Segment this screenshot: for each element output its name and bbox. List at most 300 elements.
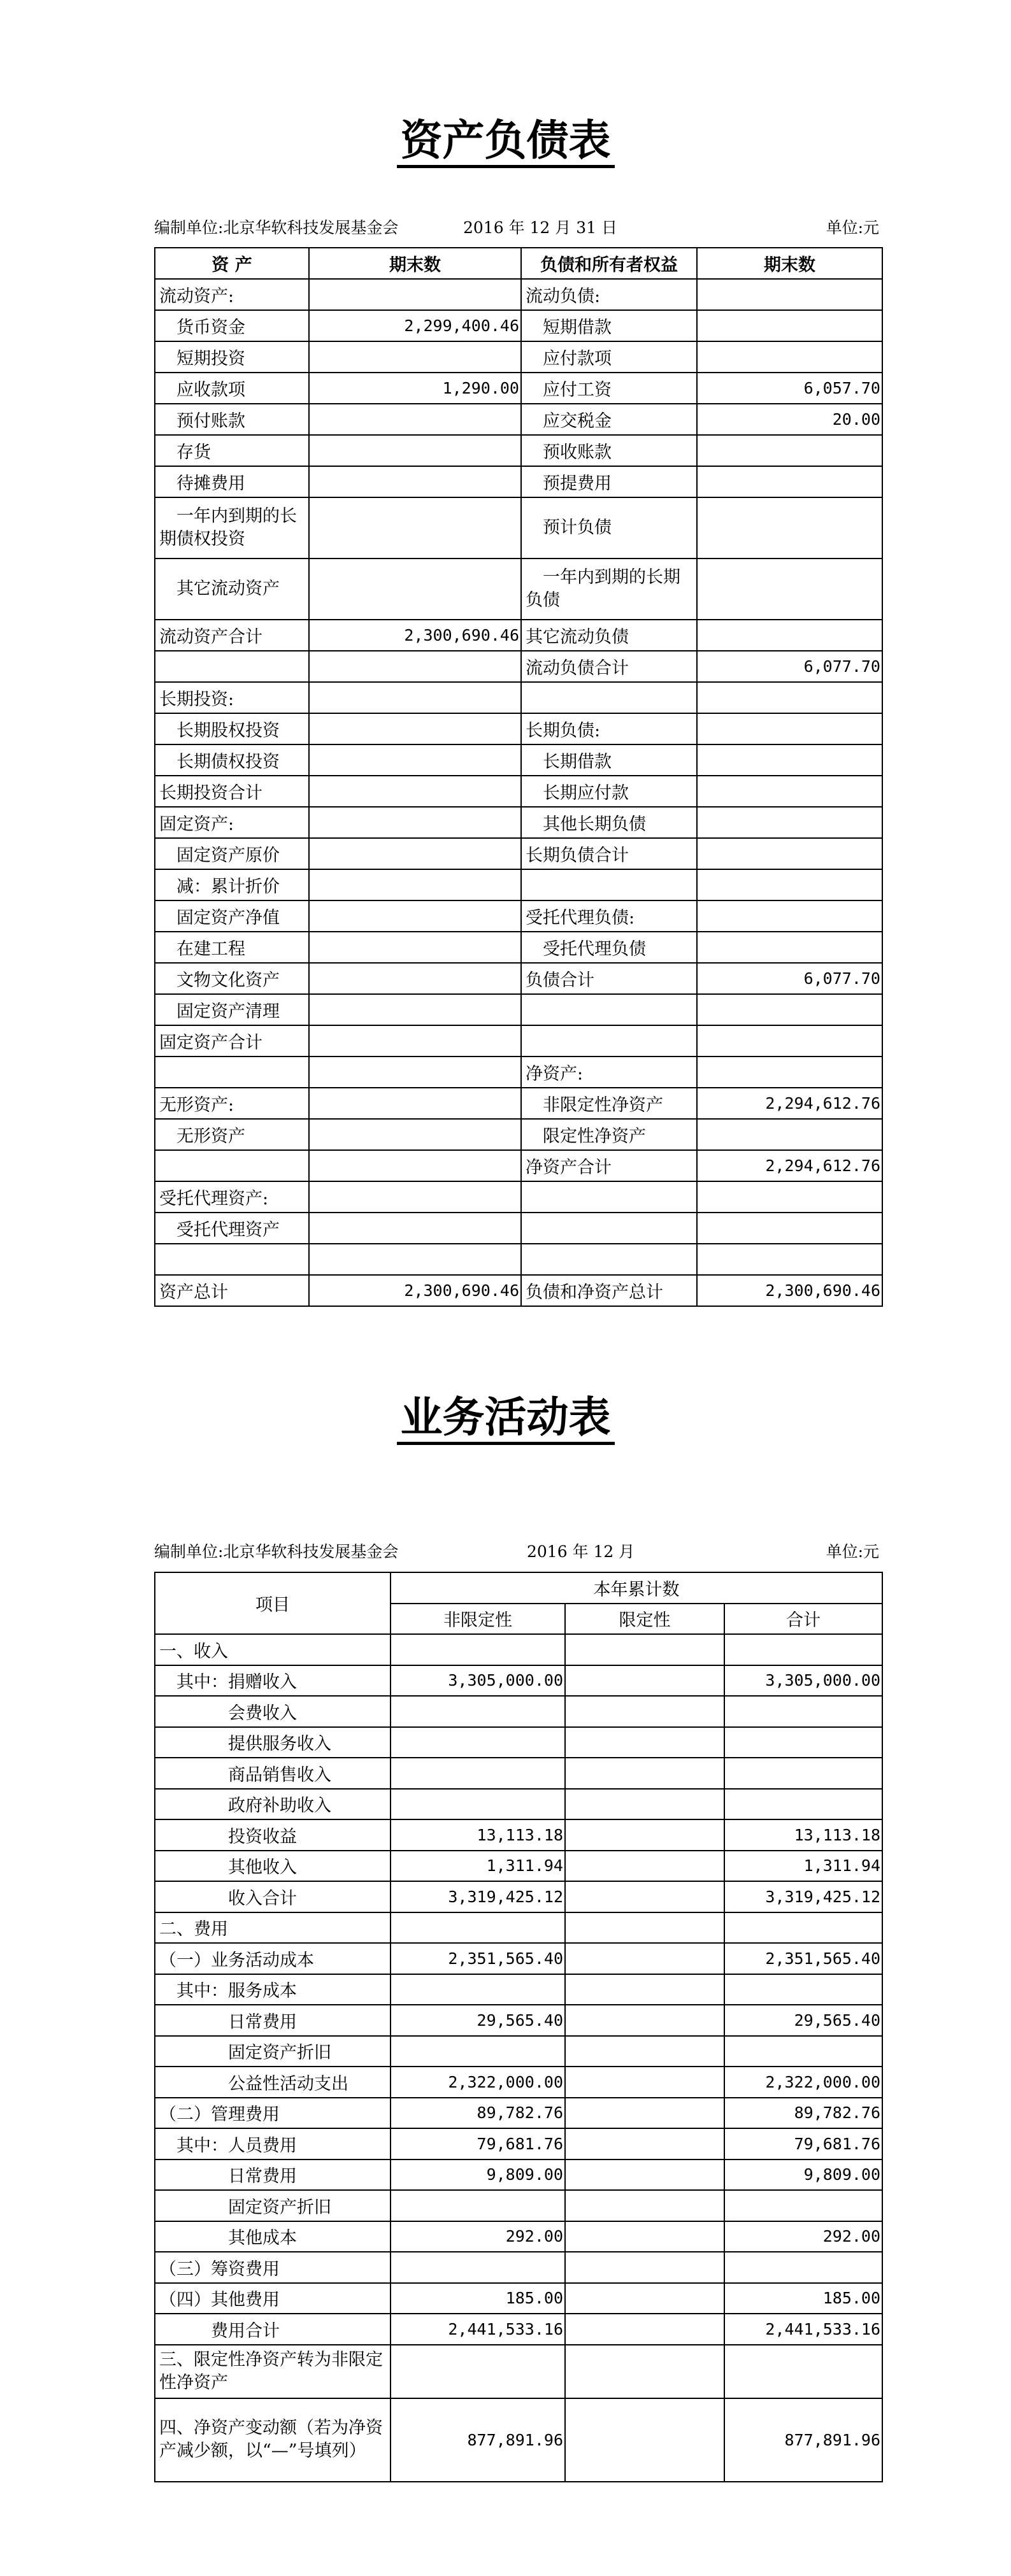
liability-item: 长期负债: [521,713,697,744]
total-amount: 13,113.18 [724,1819,882,1851]
income-item: （三）筹资费用 [155,2252,391,2283]
income-item: 其他收入 [155,1851,391,1882]
income-item: 二、费用 [155,1912,391,1944]
unrestricted-amount [391,1758,565,1789]
table-row [155,2345,882,2398]
total-amount [724,2190,882,2221]
table-row [155,2160,882,2191]
restricted-amount [565,2128,724,2160]
liability-item: 应付工资 [521,373,697,404]
asset-item: 无形资产 [155,1119,309,1150]
unrestricted-amount: 292.00 [391,2221,565,2252]
asset-item: 长期投资: [155,682,309,713]
asset-amount [309,963,521,994]
asset-item: 固定资产清理 [155,994,309,1025]
table-row [155,994,882,1025]
unrestricted-amount: 877,891.96 [391,2398,565,2482]
income-item: 商品销售收入 [155,1758,391,1789]
table-row [155,2067,882,2098]
asset-item [155,1150,309,1181]
income-statement-currency: 单位:元 [826,1542,879,1561]
table-row [155,1851,882,1882]
liability-amount [697,900,882,932]
table-row [155,776,882,807]
income-item: 会费收入 [155,1696,391,1727]
liability-amount [697,1025,882,1057]
liability-item: 负债和净资产总计 [521,1275,697,1306]
table-row [155,373,882,404]
liability-item: 限定性净资产 [521,1119,697,1150]
liability-amount [697,559,882,620]
table-row [155,2252,882,2283]
restricted-amount [565,2098,724,2129]
table-row [155,2283,882,2314]
total-amount [724,1634,882,1665]
table-row [155,1789,882,1820]
table-row [155,869,882,900]
asset-item: 一年内到期的长期债权投资 [155,497,309,559]
income-header-row-1 [155,1572,882,1604]
table-row [155,2314,882,2345]
liability-item [521,869,697,900]
balance-sheet-unit: 编制单位:北京华软科技发展基金会 [154,218,399,237]
unrestricted-amount: 89,782.76 [391,2098,565,2129]
liability-item: 预提费用 [521,466,697,497]
asset-amount [309,869,521,900]
income-statement-title-text: 业务活动表 [397,1392,615,1445]
asset-item: 固定资产合计 [155,1025,309,1057]
table-row [155,1696,882,1727]
asset-amount [309,1025,521,1057]
table-row [155,651,882,682]
restricted-amount [565,1943,724,1974]
income-item: 投资收益 [155,1819,391,1851]
table-row [155,1150,882,1181]
asset-amount [309,1213,521,1244]
restricted-amount [565,2190,724,2221]
table-row [155,1974,882,2005]
restricted-amount [565,2252,724,2283]
unrestricted-amount [391,2190,565,2221]
total-amount [724,1912,882,1944]
liability-amount [697,620,882,651]
restricted-amount [565,2314,724,2345]
liability-item: 应交税金 [521,404,697,435]
asset-amount [309,1181,521,1213]
liability-amount [697,341,882,373]
income-item: 固定资产折旧 [155,2036,391,2067]
asset-amount [309,682,521,713]
table-row [155,2098,882,2129]
unrestricted-amount [391,2036,565,2067]
asset-amount [309,713,521,744]
table-row [155,713,882,744]
unrestricted-amount: 3,305,000.00 [391,1665,565,1697]
table-row [155,744,882,776]
total-amount: 185.00 [724,2283,882,2314]
header-restricted: 限定性 [565,1604,724,1635]
table-row [155,1181,882,1213]
table-row [155,1088,882,1119]
table-row [155,1057,882,1088]
total-amount: 2,322,000.00 [724,2067,882,2098]
balance-sheet-title-text: 资产负债表 [397,115,615,168]
total-amount: 3,319,425.12 [724,1881,882,1912]
restricted-amount [565,1881,724,1912]
income-item: 其他成本 [155,2221,391,2252]
income-item: 提供服务收入 [155,1727,391,1758]
liability-item: 净资产合计 [521,1150,697,1181]
liability-amount [697,497,882,559]
liability-amount [697,713,882,744]
liability-item: 预收账款 [521,435,697,466]
liability-amount: 2,300,690.46 [697,1275,882,1306]
liability-item [521,1025,697,1057]
asset-item: 文物文化资产 [155,963,309,994]
income-item: 其中：人员费用 [155,2128,391,2160]
table-row [155,1819,882,1851]
asset-amount [309,1150,521,1181]
liability-item: 流动负债合计 [521,651,697,682]
income-item: 其中：服务成本 [155,1974,391,2005]
asset-item: 受托代理资产: [155,1181,309,1213]
table-row [155,1912,882,1944]
total-amount [724,1758,882,1789]
asset-amount [309,1088,521,1119]
income-item: 收入合计 [155,1881,391,1912]
unrestricted-amount [391,1696,565,1727]
table-row [155,1758,882,1789]
restricted-amount [565,2160,724,2191]
liability-amount [697,869,882,900]
table-row [155,1665,882,1697]
restricted-amount [565,1819,724,1851]
asset-item: 长期股权投资 [155,713,309,744]
unrestricted-amount [391,1634,565,1665]
liability-item: 非限定性净资产 [521,1088,697,1119]
header-liabilities-amount: 期末数 [697,248,882,279]
asset-item: 其它流动资产 [155,559,309,620]
unrestricted-amount: 29,565.40 [391,2005,565,2036]
unrestricted-amount [391,2345,565,2398]
asset-item: 固定资产净值 [155,900,309,932]
table-row [155,1943,882,1974]
liability-item: 其他长期负债 [521,807,697,838]
header-year-total: 本年累计数 [391,1572,882,1604]
asset-amount [309,838,521,869]
table-row [155,497,882,559]
table-row [155,341,882,373]
liability-amount [697,932,882,963]
table-row [155,1727,882,1758]
restricted-amount [565,1851,724,1882]
restricted-amount [565,1912,724,1944]
unrestricted-amount: 185.00 [391,2283,565,2314]
table-row [155,838,882,869]
asset-item: 长期债权投资 [155,744,309,776]
asset-amount: 2,300,690.46 [309,620,521,651]
asset-item: 流动资产合计 [155,620,309,651]
asset-amount [309,497,521,559]
balance-sheet-table [154,247,883,1307]
income-item: （二）管理费用 [155,2098,391,2129]
liability-item: 流动负债: [521,279,697,310]
asset-item: 无形资产: [155,1088,309,1119]
liability-item: 预计负债 [521,497,697,559]
liability-item: 长期借款 [521,744,697,776]
liability-item: 净资产: [521,1057,697,1088]
liability-item: 其它流动负债 [521,620,697,651]
header-item: 项目 [155,1572,391,1634]
unrestricted-amount: 3,319,425.12 [391,1881,565,1912]
asset-amount [309,900,521,932]
table-row [155,682,882,713]
restricted-amount [565,2036,724,2067]
liability-amount [697,1057,882,1088]
income-statement-date: 2016 年 12 月 [527,1542,635,1561]
liability-item: 受托代理负债: [521,900,697,932]
restricted-amount [565,2221,724,2252]
asset-amount [309,994,521,1025]
asset-amount [309,932,521,963]
total-amount: 2,351,565.40 [724,1943,882,1974]
table-row [155,2036,882,2067]
total-amount: 3,305,000.00 [724,1665,882,1697]
income-statement-table [154,1572,883,2482]
table-row [155,807,882,838]
asset-amount: 2,300,690.46 [309,1275,521,1306]
asset-amount [309,341,521,373]
liability-amount [697,776,882,807]
asset-amount [309,1244,521,1275]
unrestricted-amount [391,2252,565,2283]
liability-amount [697,1244,882,1275]
liability-item: 短期借款 [521,310,697,341]
asset-item: 短期投资 [155,341,309,373]
total-amount [724,1974,882,2005]
liability-amount: 6,077.70 [697,651,882,682]
table-row [155,2005,882,2036]
table-row [155,963,882,994]
balance-sheet-currency: 单位:元 [826,218,879,237]
income-item: 公益性活动支出 [155,2067,391,2098]
liability-item: 受托代理负债 [521,932,697,963]
liability-amount [697,310,882,341]
balance-sheet-meta [154,215,879,241]
table-row [155,279,882,310]
table-row [155,404,882,435]
asset-item: 长期投资合计 [155,776,309,807]
income-item: 日常费用 [155,2160,391,2191]
income-item: 其中：捐赠收入 [155,1665,391,1697]
liability-amount [697,682,882,713]
asset-item: 货币资金 [155,310,309,341]
asset-item: 减：累计折价 [155,869,309,900]
liability-amount [697,466,882,497]
total-amount [724,1727,882,1758]
income-item: （四）其他费用 [155,2283,391,2314]
restricted-amount [565,1974,724,2005]
restricted-amount [565,1758,724,1789]
unrestricted-amount: 2,322,000.00 [391,2067,565,2098]
asset-item: 固定资产原价 [155,838,309,869]
total-amount: 877,891.96 [724,2398,882,2482]
asset-item [155,1057,309,1088]
table-row [155,2398,882,2482]
liability-amount: 6,077.70 [697,963,882,994]
total-amount [724,1789,882,1820]
table-row [155,2128,882,2160]
liability-amount [697,838,882,869]
income-item: 四、净资产变动额（若为净资产减少额，以“—”号填列） [155,2398,391,2482]
liability-item [521,1213,697,1244]
table-row [155,2221,882,2252]
unrestricted-amount [391,1974,565,2005]
asset-amount [309,279,521,310]
asset-amount [309,776,521,807]
asset-item: 资产总计 [155,1275,309,1306]
liability-item [521,994,697,1025]
table-row [155,1881,882,1912]
income-statement-title [0,1391,1011,1445]
total-amount: 89,782.76 [724,2098,882,2129]
liability-amount: 2,294,612.76 [697,1150,882,1181]
liability-item: 一年内到期的长期负债 [521,559,697,620]
restricted-amount [565,1634,724,1665]
total-amount [724,2252,882,2283]
income-statement-body [155,1634,882,2482]
asset-amount [309,466,521,497]
asset-item: 待摊费用 [155,466,309,497]
asset-item: 在建工程 [155,932,309,963]
liability-item: 长期应付款 [521,776,697,807]
liability-amount [697,435,882,466]
balance-sheet-title [0,115,1011,168]
balance-sheet-body [155,279,882,1306]
asset-item: 固定资产: [155,807,309,838]
total-amount: 29,565.40 [724,2005,882,2036]
restricted-amount [565,1727,724,1758]
unrestricted-amount [391,1789,565,1820]
income-item: 固定资产折旧 [155,2190,391,2221]
asset-item: 应收款项 [155,373,309,404]
table-row [155,435,882,466]
total-amount: 1,311.94 [724,1851,882,1882]
table-row [155,620,882,651]
asset-item: 存货 [155,435,309,466]
balance-sheet-date: 2016 年 12 月 31 日 [463,218,617,237]
asset-amount [309,404,521,435]
asset-amount [309,1119,521,1150]
total-amount: 79,681.76 [724,2128,882,2160]
asset-amount [309,1057,521,1088]
header-total: 合计 [724,1604,882,1635]
income-item: 一、收入 [155,1634,391,1665]
asset-item: 预付账款 [155,404,309,435]
asset-item [155,651,309,682]
asset-amount: 2,299,400.46 [309,310,521,341]
liability-item: 长期负债合计 [521,838,697,869]
income-item: （一）业务活动成本 [155,1943,391,1974]
unrestricted-amount: 9,809.00 [391,2160,565,2191]
restricted-amount [565,2398,724,2482]
table-row [155,1213,882,1244]
total-amount: 9,809.00 [724,2160,882,2191]
table-row [155,2190,882,2221]
asset-amount [309,435,521,466]
liability-item [521,1181,697,1213]
liability-amount [697,1119,882,1150]
unrestricted-amount: 13,113.18 [391,1819,565,1851]
liability-amount [697,994,882,1025]
asset-amount [309,559,521,620]
liability-amount [697,1213,882,1244]
asset-item [155,1244,309,1275]
unrestricted-amount: 2,351,565.40 [391,1943,565,1974]
restricted-amount [565,1789,724,1820]
total-amount: 292.00 [724,2221,882,2252]
restricted-amount [565,2067,724,2098]
liability-amount: 6,057.70 [697,373,882,404]
liability-item [521,682,697,713]
table-row [155,1025,882,1057]
income-item: 日常费用 [155,2005,391,2036]
income-item: 三、限定性净资产转为非限定性净资产 [155,2345,391,2398]
liability-item: 负债合计 [521,963,697,994]
restricted-amount [565,1665,724,1697]
liability-amount [697,807,882,838]
balance-sheet-header-row [155,248,882,279]
total-amount: 2,441,533.16 [724,2314,882,2345]
asset-amount: 1,290.00 [309,373,521,404]
liability-amount: 20.00 [697,404,882,435]
unrestricted-amount [391,1912,565,1944]
total-amount [724,1696,882,1727]
asset-item: 流动资产: [155,279,309,310]
liability-item: 应付款项 [521,341,697,373]
liability-amount [697,279,882,310]
header-unrestricted: 非限定性 [391,1604,565,1635]
header-liabilities: 负债和所有者权益 [521,248,697,279]
unrestricted-amount: 79,681.76 [391,2128,565,2160]
header-assets: 资 产 [155,248,309,279]
unrestricted-amount: 1,311.94 [391,1851,565,1882]
income-item: 政府补助收入 [155,1789,391,1820]
income-statement-meta [154,1539,879,1565]
table-row [155,932,882,963]
restricted-amount [565,2005,724,2036]
liability-amount [697,744,882,776]
unrestricted-amount: 2,441,533.16 [391,2314,565,2345]
table-row [155,466,882,497]
total-amount [724,2036,882,2067]
table-row [155,1634,882,1665]
header-assets-amount: 期末数 [309,248,521,279]
asset-amount [309,744,521,776]
table-row [155,900,882,932]
asset-amount [309,651,521,682]
table-row [155,1244,882,1275]
asset-item: 受托代理资产 [155,1213,309,1244]
income-statement-unit: 编制单位:北京华软科技发展基金会 [154,1542,399,1561]
liability-amount: 2,294,612.76 [697,1088,882,1119]
table-row [155,559,882,620]
table-row [155,1119,882,1150]
table-row [155,1275,882,1306]
restricted-amount [565,2345,724,2398]
liability-item [521,1244,697,1275]
table-row [155,310,882,341]
